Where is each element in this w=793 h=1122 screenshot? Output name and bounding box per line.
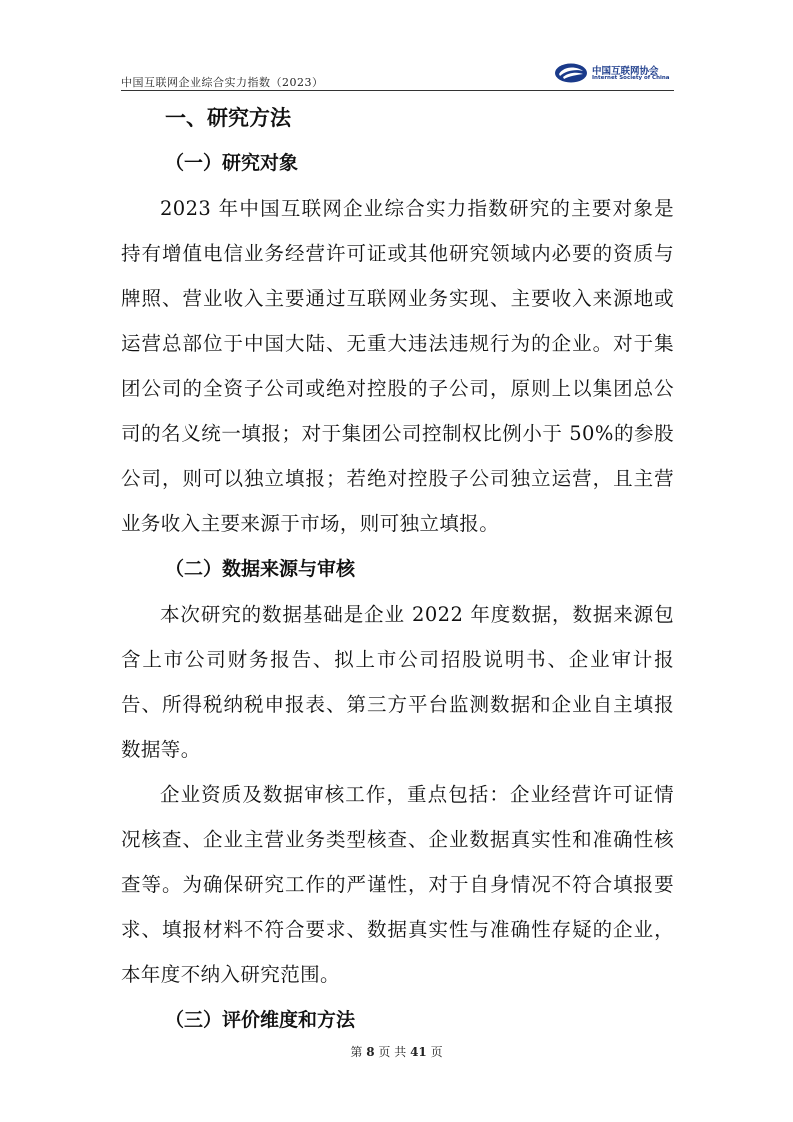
header-title: 中国互联网企业综合实力指数（2023）	[121, 76, 324, 89]
section-title-research-object: （一）研究对象	[165, 152, 299, 174]
isc-logo-icon	[554, 62, 588, 84]
footer-prefix: 第	[350, 1045, 363, 1059]
logo-text-en: Internet Society of China	[592, 75, 670, 81]
logo-text-cn: 中国互联网协会	[592, 66, 659, 77]
page-footer	[0, 1043, 793, 1060]
section-title-data-source: （二）数据来源与审核	[165, 558, 356, 580]
paragraph-research-object: 2023 年中国互联网企业综合实力指数研究的主要对象是持有增值电信业务经营许可证或其他研究领域内必要的资质与牌照、营业收入主要通过互联网业务实现、主要收入来源地或运营总部位于中国大陆、无重大违法违规行为的企业。对于集团公司的全资子公司或绝对控股的子公司，原则上以集团总公司的名义统一填报；对于集团公司控制权比例小于 50%的参股公司，则可以独立填报；若绝对控股子公司独立运营，且主营业务收入主要来源于市场，则可独立填报。	[121, 197, 674, 535]
page-header	[121, 58, 674, 91]
footer-middle: 页 共	[378, 1045, 407, 1059]
paragraph-data-review: 企业资质及数据审核工作，重点包括：企业经营许可证情况核查、企业主营业务类型核查、企业数据真实性和准确性核查等。为确保研究工作的严谨性，对于自身情况不符合填报要求、填报材料不符合要求、数据真实性与准确性存疑的企业，本年度不纳入研究范围。	[121, 783, 674, 986]
paragraph-data-source: 本次研究的数据基础是企业 2022 年度数据，数据来源包含上市公司财务报告、拟上市公司招股说明书、企业审计报告、所得税纳税申报表、第三方平台监测数据和企业自主填报数据等。	[121, 603, 674, 761]
footer-page-number: 8	[366, 1045, 375, 1059]
page-body	[121, 96, 674, 1043]
isc-logo	[554, 62, 674, 84]
footer-total-pages: 41	[410, 1045, 427, 1059]
section-title-evaluation: （三）评价维度和方法	[165, 1009, 356, 1031]
footer-suffix: 页	[430, 1045, 443, 1059]
heading-research-method: 一、研究方法	[165, 106, 291, 130]
